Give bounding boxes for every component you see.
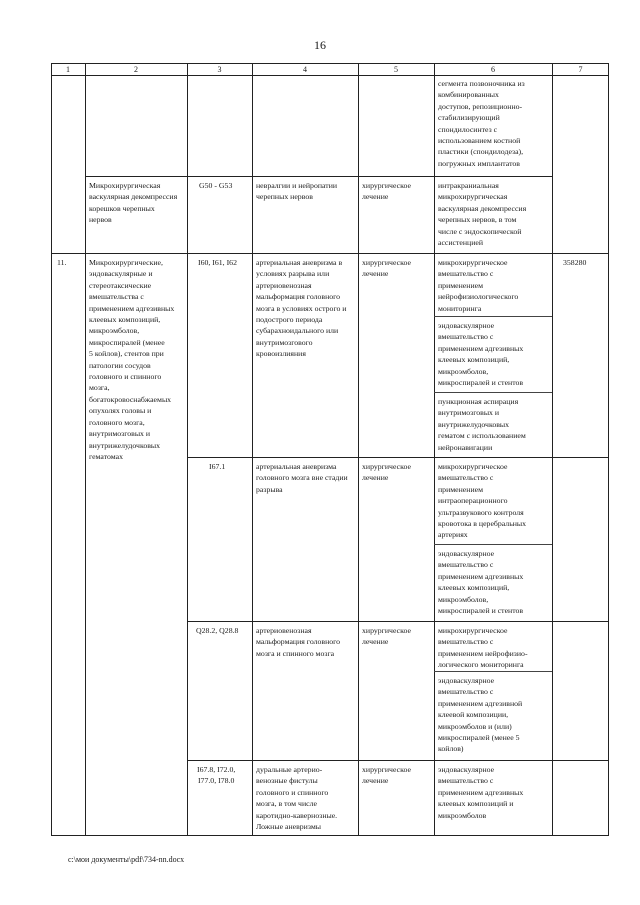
text-line: лечение <box>362 776 389 786</box>
icd-codes <box>196 625 238 636</box>
text-line: применением адгезивной <box>438 698 523 708</box>
col-border <box>608 63 609 836</box>
text-line: условиях разрыва или <box>256 269 330 279</box>
row-border <box>187 457 608 458</box>
header-col-5: 5 <box>394 65 398 74</box>
text-line: применением нейрофизио- <box>438 648 528 658</box>
text-line: гематом с использованием <box>438 431 526 441</box>
text-line: вмешательство с <box>438 269 494 279</box>
text-line: лечение <box>362 473 389 483</box>
text-line: стабилизирующий <box>438 113 500 123</box>
treatment-method <box>438 320 523 388</box>
treatment-method <box>438 548 523 616</box>
text-line: головного мозга, <box>89 417 145 427</box>
col-border <box>552 63 553 836</box>
text-line: эндоваскулярное <box>438 765 495 774</box>
text-line: подострого периода <box>256 315 323 325</box>
patient-model <box>256 461 348 495</box>
text-line: вмешательство с <box>438 637 494 647</box>
text-line: пункционная аспирация <box>438 397 519 406</box>
treatment-method <box>438 180 526 248</box>
document-file-path: c:\мои документы\pdf\734-nn.docx <box>68 855 185 864</box>
text-line: лечение <box>362 192 389 202</box>
text-line: хирургическое <box>362 765 411 774</box>
cost-value: 358280 <box>563 258 587 267</box>
row-border <box>51 835 609 836</box>
text-line: микрохирургическое <box>438 258 508 267</box>
text-line: эндоваскулярные и <box>89 269 153 279</box>
text-line: ассистенцией <box>438 238 484 248</box>
text-line: интракраниальная <box>438 181 499 190</box>
text-line: I67.1 <box>209 462 226 471</box>
text-line: богатокровоснабжаемых <box>89 394 172 404</box>
text-line: микроспиралей и стентов <box>438 378 524 388</box>
text-line: клеевых композиций, <box>438 355 510 365</box>
text-line: применением адгезивных <box>438 343 524 353</box>
text-line: логического мониторинга <box>438 660 524 670</box>
text-line: артериовенозная <box>256 280 312 290</box>
text-line: черепных нервов <box>256 192 313 202</box>
text-line: I77.0, I78.0 <box>197 776 235 786</box>
patient-model <box>256 625 340 659</box>
text-line: мальформация головного <box>256 292 341 302</box>
text-line: пластики (спондилодеза), <box>438 147 524 157</box>
text-line: дуральные артерио- <box>256 765 323 774</box>
text-line: мозга, в том числе <box>256 799 317 809</box>
text-line: Ложные аневризмы <box>256 822 321 832</box>
text-line: микрохирургическая <box>438 192 508 202</box>
text-line: артериях <box>438 530 468 540</box>
text-line: кровотока в церебральных <box>438 519 527 529</box>
text-line: стереотаксические <box>89 280 152 290</box>
icd-codes <box>199 180 232 191</box>
treatment-method <box>438 675 522 755</box>
text-line: внутримозговых и <box>438 408 500 418</box>
text-line: каротидно-кавернозные. <box>256 810 338 820</box>
text-line: сегмента позвоночника из <box>438 79 525 88</box>
text-line: головного и спинного <box>256 787 329 797</box>
icd-codes <box>198 257 237 268</box>
text-line: клеевой композиции, <box>438 710 509 720</box>
text-line: вмешательство с <box>438 473 494 483</box>
row-border <box>51 75 609 76</box>
row-border <box>51 63 609 64</box>
text-line: числе с эндоскопической <box>438 226 522 236</box>
text-line: лечение <box>362 637 389 647</box>
text-line: G50 - G53 <box>199 181 233 190</box>
text-line: комбинированных <box>438 90 499 100</box>
text-line: васкулярная декомпрессия <box>89 192 178 202</box>
text-line: внутрижелудочковых <box>438 419 510 429</box>
col-border <box>85 63 86 836</box>
text-line: применением <box>438 280 484 290</box>
text-line: внутримозгового <box>256 337 313 347</box>
treatment-method <box>438 396 526 453</box>
text-line: субарахноидального или <box>256 326 339 336</box>
text-line: микроэмболов <box>438 810 487 820</box>
treatment-type <box>362 625 411 648</box>
text-line: микроспиралей и стентов <box>438 606 524 616</box>
text-line: микроэмболов, <box>438 594 489 604</box>
treatment-type <box>362 257 411 280</box>
row-border <box>187 621 608 622</box>
text-line: внутримозговых и <box>89 429 151 439</box>
row-number: 11. <box>57 258 67 267</box>
text-line: койлов) <box>438 744 464 754</box>
text-line: нервов <box>89 215 112 225</box>
patient-model <box>256 257 346 360</box>
header-col-1: 1 <box>66 65 70 74</box>
text-line: лечение <box>362 269 389 279</box>
text-line: клеевых композиций, <box>89 315 161 325</box>
text-line: клеевых композиций, <box>438 583 510 593</box>
text-line: вмешательство с <box>438 687 494 697</box>
method-divider <box>434 316 552 317</box>
method-divider <box>434 671 552 672</box>
col-border <box>187 63 188 836</box>
text-line: внутрижелудочковых <box>89 440 161 450</box>
text-line: артериальная аневризма в <box>256 258 343 267</box>
text-line: Микрохирургическая <box>89 181 161 190</box>
page-number: 16 <box>314 38 326 52</box>
text-line: васкулярная декомпрессия <box>438 203 527 213</box>
icd-codes <box>209 461 225 472</box>
text-line: невралгии и нейропатии <box>256 181 338 190</box>
header-col-3: 3 <box>217 65 222 74</box>
header-col-7: 7 <box>578 65 583 74</box>
text-line: Q28.2, Q28.8 <box>196 626 239 635</box>
text-line: патологии сосудов <box>89 360 151 370</box>
text-line: ультразвукового контроля <box>438 507 524 517</box>
text-line: микроспиралей (менее 5 <box>438 733 520 743</box>
col-border <box>51 63 52 836</box>
col-border <box>252 63 253 836</box>
header-col-4: 4 <box>303 65 307 74</box>
treatment-type <box>362 180 411 203</box>
text-line: мозга в условиях острого и <box>256 303 347 313</box>
text-line: хирургическое <box>362 626 411 635</box>
col-border <box>358 63 359 836</box>
text-line: артериальная аневризма <box>256 462 337 471</box>
text-line: клеевых композиций и <box>438 799 514 809</box>
text-line: применением <box>438 484 484 494</box>
continued-method-text <box>438 78 525 169</box>
header-col-2: 2 <box>134 65 138 74</box>
text-line: черепных нервов, в том <box>438 215 517 225</box>
text-line: корешков черепных <box>89 203 155 213</box>
text-line: нейрофизиологического <box>438 292 519 302</box>
care-type-name <box>89 180 177 226</box>
text-line: венозные фистулы <box>256 776 318 786</box>
text-line: эндоваскулярное <box>438 321 495 330</box>
text-line: мозга и спинного мозга <box>256 648 335 658</box>
care-type-name <box>89 257 174 462</box>
text-line: вмешательство с <box>438 560 494 570</box>
text-line: применением адгезивных <box>438 571 524 581</box>
text-line: хирургическое <box>362 462 411 471</box>
text-line: мозга, <box>89 383 110 393</box>
text-line: разрыва <box>256 484 283 494</box>
medical-care-table <box>51 63 609 836</box>
text-line: спондилосинтез с <box>438 124 498 134</box>
text-line: кровоизлияния <box>256 349 306 359</box>
text-line: гематомах <box>89 451 123 461</box>
text-line: Микрохирургические, <box>89 258 163 267</box>
text-line: нейронавигации <box>438 442 493 452</box>
text-line: артериовенозная <box>256 626 312 635</box>
text-line: вмешательства с <box>89 292 144 302</box>
treatment-method <box>438 764 523 821</box>
text-line: мальформация головного <box>256 637 341 647</box>
treatment-type <box>362 764 411 787</box>
text-line: опухолях головы и <box>89 406 152 416</box>
text-line: вмешательство с <box>438 776 494 786</box>
text-line: использованием костной <box>438 136 521 146</box>
text-line: микроэмболов, <box>438 366 489 376</box>
text-line: микроэмболов и (или) <box>438 721 512 731</box>
treatment-method <box>438 257 518 314</box>
text-line: применением адгезивных <box>89 303 175 313</box>
header-col-6: 6 <box>491 65 495 74</box>
treatment-method <box>438 461 526 541</box>
text-line: применением адгезивных <box>438 787 524 797</box>
text-line: эндоваскулярное <box>438 676 495 685</box>
text-line: эндоваскулярное <box>438 549 495 558</box>
text-line: доступов, репозиционно- <box>438 101 523 111</box>
text-line: хирургическое <box>362 258 411 267</box>
col-border <box>434 63 435 836</box>
row-border <box>187 760 608 761</box>
text-line: микрохирургическое <box>438 626 508 635</box>
text-line: головного мозга вне стадии <box>256 473 348 483</box>
text-line: хирургическое <box>362 181 411 190</box>
method-divider <box>434 544 552 545</box>
row-border <box>85 176 552 177</box>
text-line: мониторинга <box>438 303 482 313</box>
text-line: I67.8, I72.0, <box>197 765 236 774</box>
treatment-type <box>362 461 411 484</box>
text-line: I60, I61, I62 <box>198 258 237 267</box>
row-border <box>51 253 609 254</box>
method-divider <box>434 392 552 393</box>
text-line: головного и спинного <box>89 372 162 382</box>
text-line: микроспиралей (менее <box>89 337 165 347</box>
text-line: 5 койлов), стентов при <box>89 349 164 359</box>
icd-codes <box>197 764 235 787</box>
text-line: вмешательство с <box>438 332 494 342</box>
patient-model <box>256 764 337 832</box>
text-line: микроэмболов, <box>89 326 140 336</box>
treatment-method <box>438 625 528 671</box>
text-line: погружных имплантатов <box>438 158 520 168</box>
text-line: микрохирургическое <box>438 462 508 471</box>
text-line: интраоперационного <box>438 496 508 506</box>
patient-model <box>256 180 337 203</box>
